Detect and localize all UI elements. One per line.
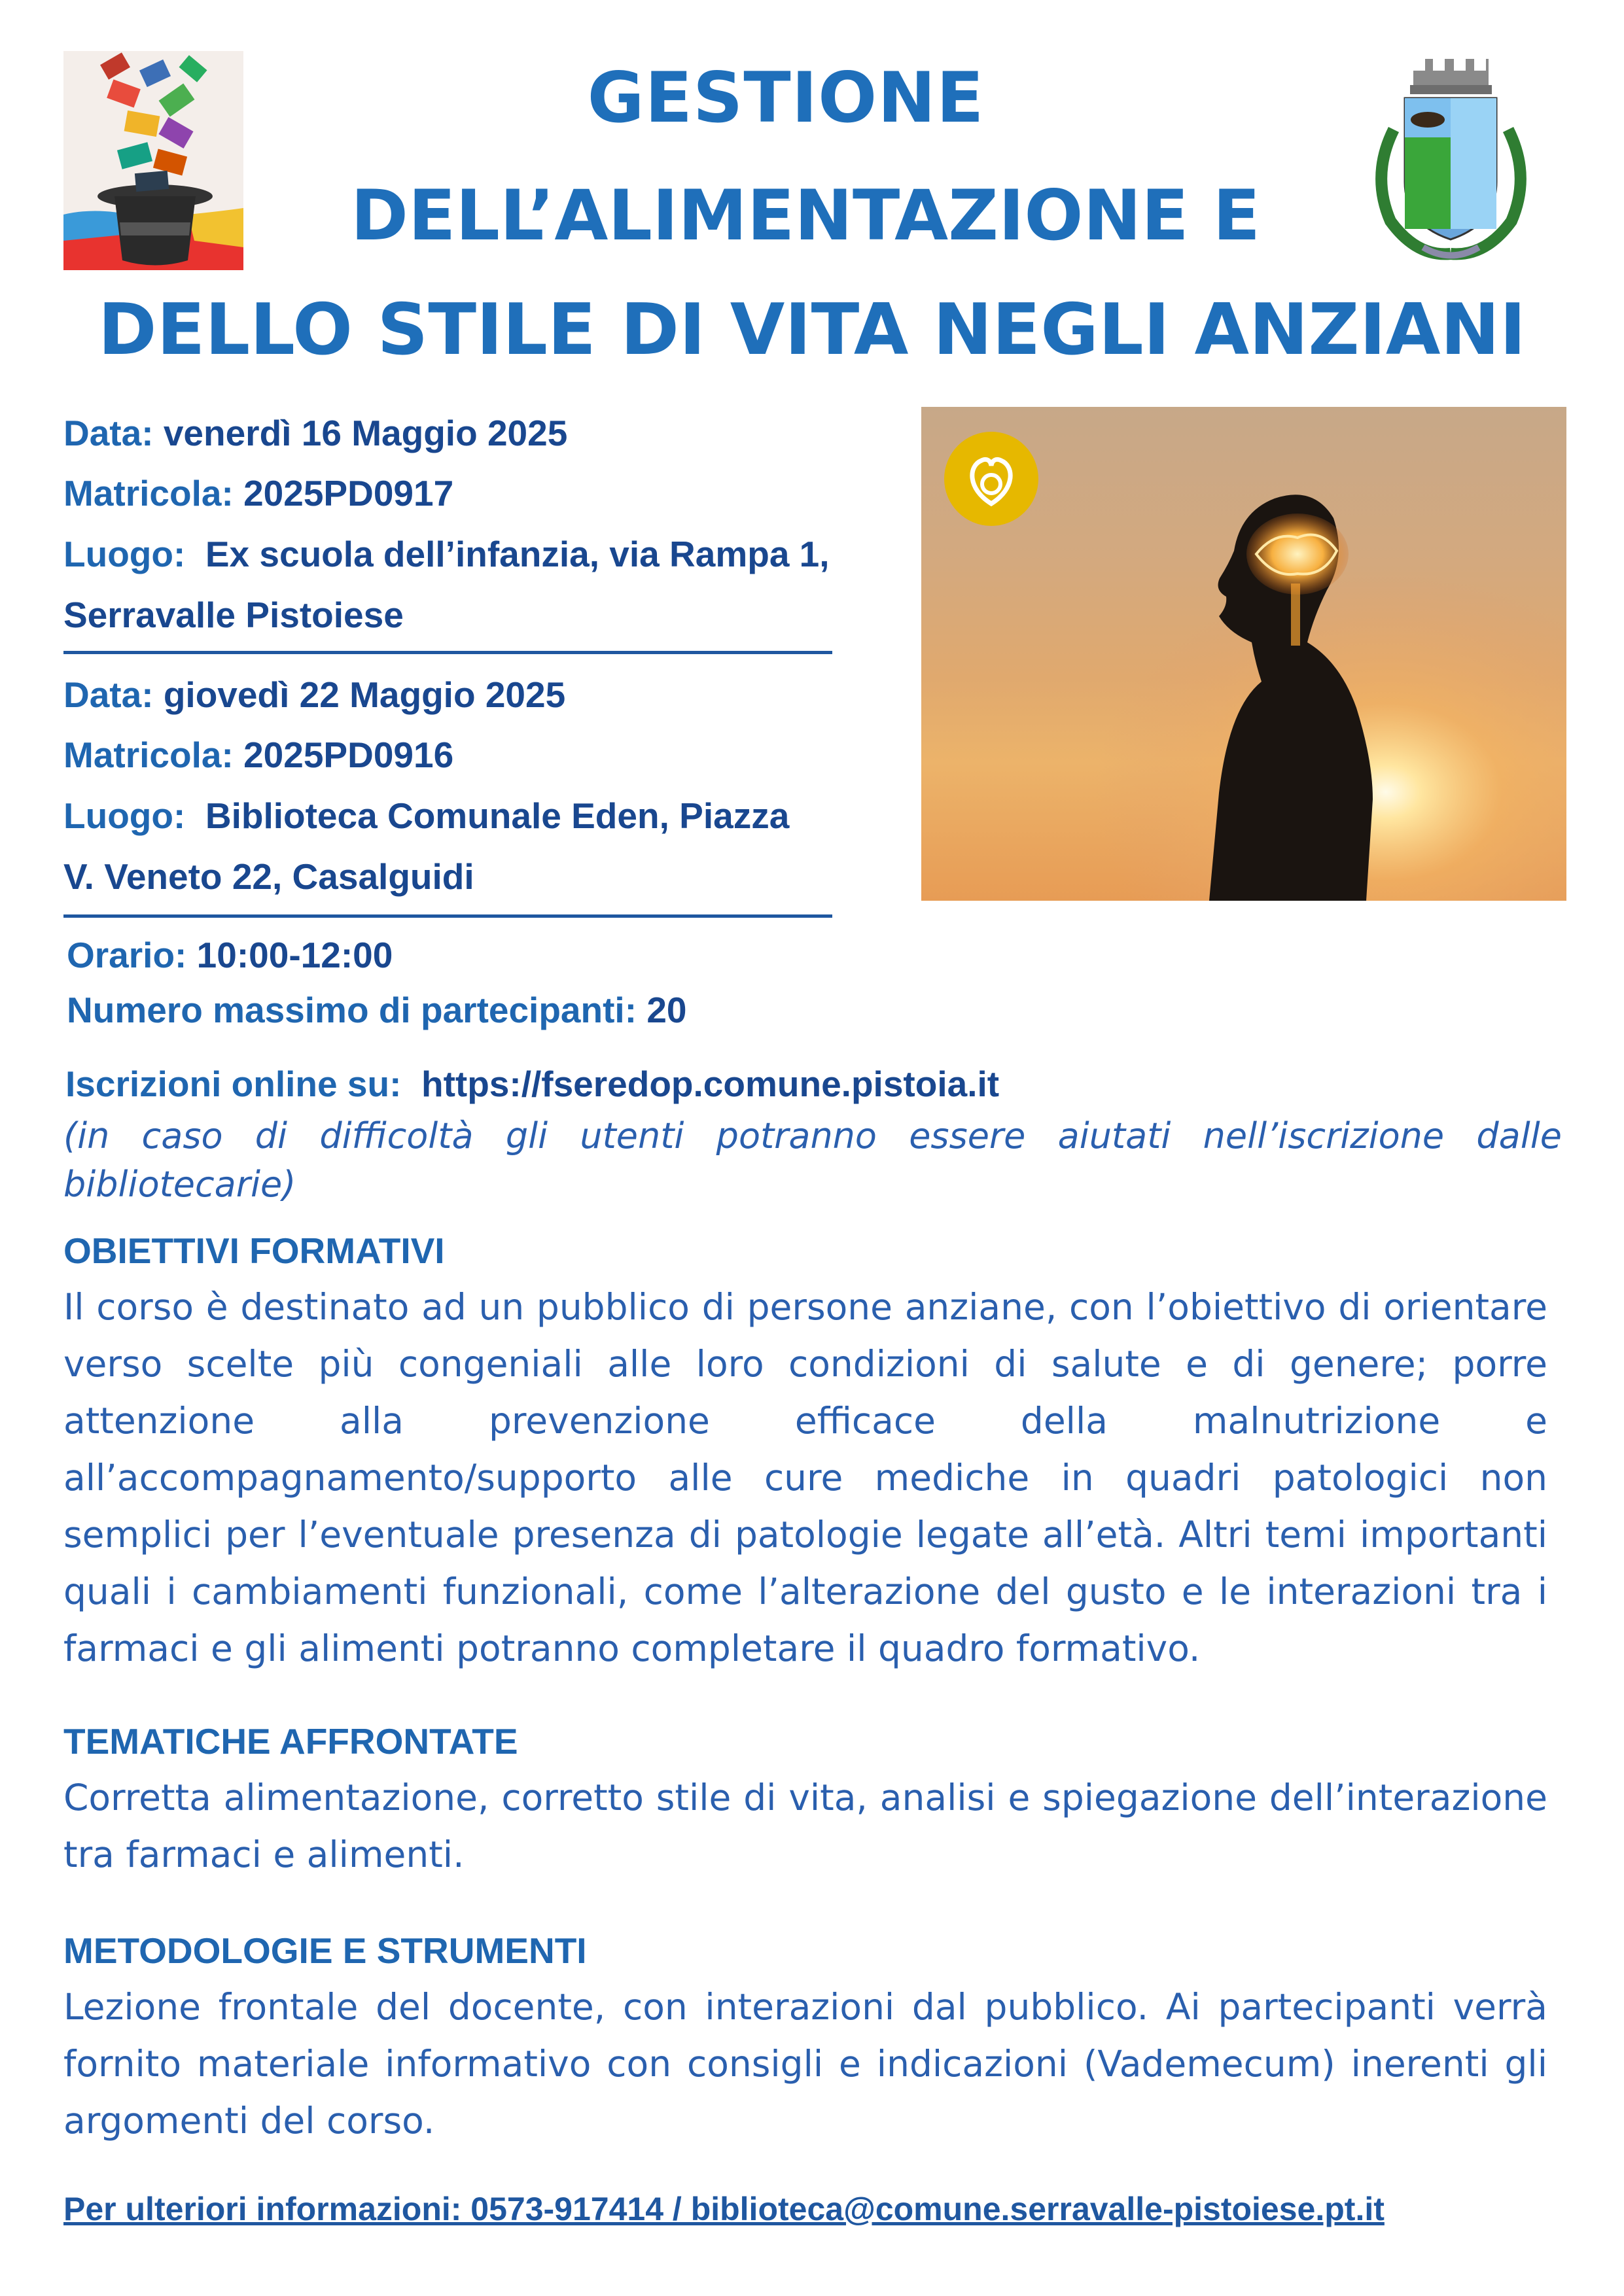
session2-id-label: Matricola:: [63, 735, 234, 775]
schedule-time-value: 10:00-12:00: [196, 935, 393, 975]
schedule-max-value: 20: [646, 990, 687, 1030]
schedule-time: [67, 934, 393, 976]
signup-url-link[interactable]: https://fseredop.comune.pistoia.it: [421, 1064, 1000, 1104]
signup-line: [65, 1063, 999, 1105]
session1-id-label: Matricola:: [63, 473, 234, 513]
objectives-text: Il corso è destinato ad un pubblico di persone anziane, con l’obiettivo di orientare verso scelte più congeniali alle loro condizioni di salute e di genere; porre attenzione alla prevenzione efficace della malnutrizione e all’accompagnamento/supporto alle cure mediche in quadri patologici non semplici per l’eventuale presenza di patologie legate all’età. Altri temi importanti quali i cambiamenti funzionali, come l’alterazione del gusto e le interazioni tra i farmaci e gli alimenti potranno completare il quadro formativo.: [63, 1286, 1547, 1669]
session1-place-value-2: Serravalle Pistoiese: [63, 595, 404, 635]
title-line-1: GESTIONE: [587, 58, 985, 138]
schedule-max-label: Numero massimo di partecipanti:: [67, 990, 637, 1030]
session1-id-value: 2025PD0917: [243, 473, 454, 513]
session2-place-label: Luogo:: [63, 795, 186, 836]
schedule-max: [67, 989, 687, 1031]
session2-date: [63, 674, 565, 716]
session2-id: [63, 734, 453, 776]
session2-place-value-2: V. Veneto 22, Casalguidi: [63, 856, 474, 897]
methods-text: Lezione frontale del docente, con interazioni dal pubblico. Ai partecipanti verrà fornito materiale informativo con consigli e indicazioni (Vademecum) inerenti gli argomenti del corso.: [63, 1986, 1547, 2142]
session1-place-line2: [63, 594, 404, 636]
divider-1: [63, 651, 832, 654]
session2-place-line2: [63, 856, 474, 897]
session2-date-value: giovedì 22 Maggio 2025: [163, 674, 566, 715]
session1-date: [63, 412, 567, 454]
schedule-time-label: Orario:: [67, 935, 187, 975]
session2-place-value-1: Biblioteca Comunale Eden, Piazza: [205, 795, 790, 836]
topics-text: Corretta alimentazione, corretto stile di vita, analisi e spiegazione dell’interazione tra farmaci e alimenti.: [63, 1777, 1547, 1875]
session1-date-value: venerdì 16 Maggio 2025: [163, 413, 568, 453]
objectives-heading: OBIETTIVI FORMATIVI: [63, 1230, 445, 1271]
session1-id: [63, 472, 453, 514]
session1-place-label: Luogo:: [63, 534, 186, 574]
session1-date-label: Data:: [63, 413, 154, 453]
signup-label: Iscrizioni online su:: [65, 1064, 402, 1104]
session2-place: [63, 795, 789, 837]
topics-heading: TEMATICHE AFFRONTATE: [63, 1721, 518, 1762]
session1-place: [63, 533, 830, 575]
session2-date-label: Data:: [63, 674, 154, 715]
signup-note: (in caso di difficoltà gli utenti potranno essere aiutati nell’iscrizione dalle bibliotecarie): [63, 1115, 1562, 1205]
contact-info-link[interactable]: Per ulteriori informazioni: 0573-917414 / biblioteca@comune.serravalle-pistoiese.pt.it: [63, 2191, 1385, 2227]
session2-id-value: 2025PD0916: [243, 735, 454, 775]
methods-heading: METODOLOGIE E STRUMENTI: [63, 1930, 587, 1971]
title-line-3: DELLO STILE DI VITA NEGLI ANZIANI: [97, 289, 1527, 371]
session1-place-value-1: Ex scuola dell’infanzia, via Rampa 1,: [205, 534, 830, 574]
title-line-2: DELL’ALIMENTAZIONE E: [351, 175, 1260, 256]
divider-2: [63, 914, 832, 918]
brain-silhouette-sunset-photo: [921, 407, 1566, 901]
